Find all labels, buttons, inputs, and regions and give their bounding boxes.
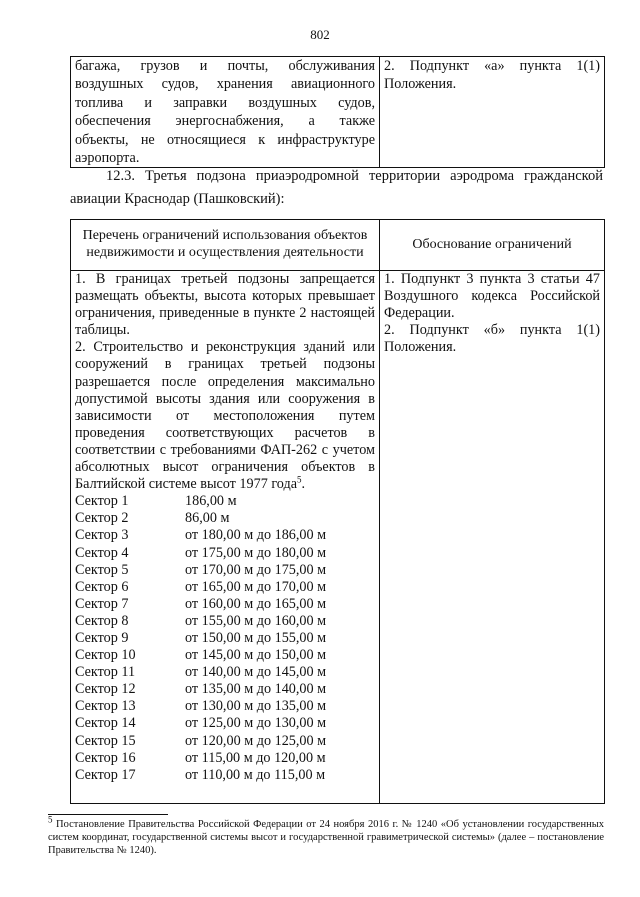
- sector-height-limit: от 150,00 м до 155,00 м: [185, 629, 327, 646]
- sector-name: Сектор 1: [75, 493, 129, 510]
- page-number: 802: [310, 27, 330, 42]
- justification-cell: [380, 271, 605, 804]
- continuation-left-cell: [71, 57, 380, 168]
- sector-height-limit: от 130,00 м до 135,00 м: [185, 698, 327, 715]
- sector-name: Сектор 15: [75, 732, 136, 749]
- sector-height-limit: от 145,00 м до 150,00 м: [185, 647, 327, 664]
- sector-height-limit: от 110,00 м до 115,00 м: [185, 766, 326, 783]
- sector-name: Сектор 12: [75, 681, 136, 698]
- sector-row: [75, 647, 375, 664]
- sector-row: [75, 527, 375, 544]
- continuation-line: багажа, грузов и почты, обслуживания: [75, 58, 375, 74]
- restriction-paragraph-2-end: .: [301, 476, 306, 493]
- sector-name: Сектор 6: [75, 578, 129, 595]
- continuation-right-cell: 2. Подпункт «а» пункта 1(1) Положения.: [380, 57, 605, 168]
- continuation-line: воздушных судов, хранения авиационного: [75, 76, 375, 93]
- sector-name: Сектор 16: [75, 749, 136, 766]
- sector-row: [75, 613, 375, 630]
- sector-row: [75, 733, 375, 750]
- sector-height-limit: от 160,00 м до 165,00 м: [185, 595, 327, 612]
- restriction-paragraph-2: [75, 339, 375, 493]
- sector-row: [75, 630, 375, 647]
- sector-name: Сектор 10: [75, 647, 136, 664]
- sector-height-limit: 186,00 м: [185, 493, 237, 510]
- sector-name: Сектор 13: [75, 698, 136, 715]
- sector-name: Сектор 17: [75, 766, 136, 783]
- sector-height-limit: от 115,00 м до 120,00 м: [185, 749, 326, 766]
- continuation-line: аэропорта.: [75, 150, 140, 167]
- sector-height-limit: от 140,00 м до 145,00 м: [185, 664, 327, 681]
- sector-name: Сектор 3: [75, 527, 129, 544]
- restrictions-cell: [71, 271, 380, 804]
- table-row: [71, 271, 605, 804]
- sector-list: [75, 493, 375, 784]
- sector-name: Сектор 7: [75, 595, 129, 612]
- sector-height-limit: от 125,00 м до 130,00 м: [185, 715, 327, 732]
- sector-name: Сектор 11: [75, 664, 136, 681]
- header-restrictions-list: Перечень ограничений использования объектов недвижимости и осуществления деятельности: [71, 220, 380, 271]
- sector-name: Сектор 9: [75, 629, 129, 646]
- sector-row: [75, 681, 375, 698]
- footnote-text: Постановление Правительства Российской Федерации от 24 ноября 2016 г. № 1240 «Об установлении государственных систем координат, государственной системы высот и государственной гравиметрической системы» (далее – постановление Правительства № 1240).: [48, 819, 605, 856]
- sector-height-limit: от 135,00 м до 140,00 м: [185, 681, 327, 698]
- footnote-reference: 5: [297, 474, 302, 485]
- sector-name: Сектор 8: [75, 612, 129, 629]
- restriction-paragraph-1: 1. В границах третьей подзоны запрещается размещать объекты, высота которых превышает ограничения, приведенные в пункте 2 настоящей таблицы.: [75, 271, 375, 339]
- sector-height-limit: от 170,00 м до 175,00 м: [185, 561, 327, 578]
- justification-paragraph-1: 1. Подпункт 3 пункта 3 статьи 47 Воздушного кодекса Российской Федерации.: [384, 271, 600, 322]
- sector-row: [75, 579, 375, 596]
- sector-row: [75, 750, 375, 767]
- restriction-paragraph-2-text: 2. Строительство и реконструкция зданий или сооружений в границах третьей подзоны разрешается после определения максимально допустимой высоты здания или сооружения в зависимости от местоположения путем проведения соответствующих расчетов в соответствии с требованиями ФАП-262 с учетом абсолютных высот ограничения объектов в Балтийской системе высот 1977 года: [75, 339, 375, 493]
- footnote-marker: 5: [48, 814, 53, 825]
- sector-height-limit: от 120,00 м до 125,00 м: [185, 732, 327, 749]
- continuation-line: объекты, не относящиеся к инфраструктуре: [75, 131, 375, 148]
- header-justification: Обоснование ограничений: [380, 220, 605, 271]
- sector-row: [75, 664, 375, 681]
- justification-paragraph-2: 2. Подпункт «б» пункта 1(1) Положения.: [384, 322, 600, 356]
- sector-name: Сектор 14: [75, 715, 136, 732]
- sector-row: [75, 715, 375, 732]
- table-row: [71, 57, 605, 168]
- continuation-line: топлива и заправки воздушных судов,: [75, 94, 375, 111]
- sector-name: Сектор 2: [75, 510, 129, 527]
- sector-height-limit: от 155,00 м до 160,00 м: [185, 612, 327, 629]
- sector-row: [75, 767, 375, 784]
- subzone-heading: 12.3. Третья подзона приаэродромной территории аэродрома гражданской авиации Краснодар (Пашковский):: [70, 168, 603, 207]
- table-header-row: [71, 220, 605, 271]
- continuation-table: [70, 56, 605, 168]
- sector-height-limit: от 165,00 м до 170,00 м: [185, 578, 327, 595]
- restrictions-table: [70, 219, 605, 804]
- sector-row: [75, 698, 375, 715]
- footnote: [48, 814, 605, 857]
- footnote-divider: [48, 814, 168, 815]
- sector-name: Сектор 4: [75, 544, 129, 561]
- sector-row: [75, 510, 375, 527]
- continuation-line: обеспечения энергоснабжения, а также: [75, 113, 375, 130]
- sector-height-limit: от 180,00 м до 186,00 м: [185, 527, 327, 544]
- sector-row: [75, 596, 375, 613]
- sector-row: [75, 493, 375, 510]
- sector-height-limit: 86,00 м: [185, 510, 230, 527]
- sector-row: [75, 545, 375, 562]
- sector-name: Сектор 5: [75, 561, 129, 578]
- sector-height-limit: от 175,00 м до 180,00 м: [185, 544, 327, 561]
- sector-row: [75, 562, 375, 579]
